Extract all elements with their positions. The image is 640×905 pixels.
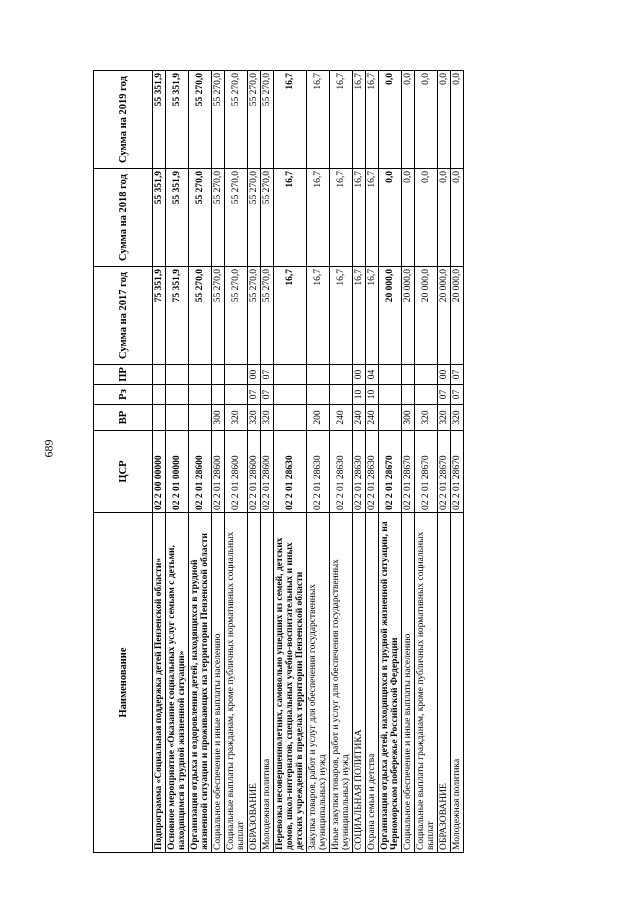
cell-rz [166,385,189,405]
cell-vr: 320 [261,405,274,431]
cell-sum-2018: 0,0 [451,169,464,267]
header-name: Наименование [94,513,153,853]
cell-sum-2019: 55 270,0 [261,71,274,169]
cell-vr [166,405,189,431]
cell-csr: 02 2 01 28630 [353,431,366,513]
cell-vr: 320 [225,405,248,431]
cell-vr [153,405,166,431]
table-row [438,71,451,853]
page-number: 689 [41,439,56,458]
cell-vr: 300 [402,405,415,431]
cell-pr [330,365,353,385]
cell-rz [189,385,212,405]
cell-sum-2018: 0,0 [438,169,451,267]
cell-sum-2017: 20 000,0 [402,267,415,365]
cell-sum-2019: 16,7 [366,71,379,169]
cell-rz: 07 [261,385,274,405]
cell-pr [225,365,248,385]
cell-sum-2017: 16,7 [330,267,353,365]
cell-name: ОБРАЗОВАНИЕ [438,513,451,853]
cell-name: Социальные выплаты гражданам, кроме публичных нормативных социальных выплат [415,513,438,853]
cell-csr: 02 2 01 28630 [274,431,307,513]
cell-csr: 02 2 01 28600 [189,431,212,513]
cell-pr: 00 [248,365,261,385]
cell-sum-2018: 16,7 [366,169,379,267]
table-row [153,71,166,853]
header-sum-2019: Сумма на 2019 год [94,71,153,169]
cell-csr: 02 2 01 00000 [166,431,189,513]
cell-name: Иные закупки товаров, работ и услуг для обеспечения государственных (муниципальных) нужд [330,513,353,853]
cell-csr: 02 2 01 28600 [212,431,225,513]
table-row [166,71,189,853]
cell-sum-2018: 55 270,0 [261,169,274,267]
cell-rz: 07 [248,385,261,405]
cell-sum-2018: 55 270,0 [248,169,261,267]
cell-sum-2017: 16,7 [353,267,366,365]
cell-csr: 02 2 01 28600 [225,431,248,513]
cell-pr [307,365,330,385]
table-row [415,71,438,853]
table-row [353,71,366,853]
cell-sum-2018: 0,0 [379,169,402,267]
cell-sum-2017: 20 000,0 [451,267,464,365]
cell-rz [212,385,225,405]
cell-name: СОЦИАЛЬНАЯ ПОЛИТИКА [353,513,366,853]
table-row [274,71,307,853]
cell-vr: 240 [353,405,366,431]
cell-sum-2017: 55 270,0 [248,267,261,365]
cell-rz [415,385,438,405]
cell-sum-2019: 0,0 [438,71,451,169]
cell-pr [212,365,225,385]
table-row [261,71,274,853]
cell-pr [415,365,438,385]
cell-sum-2019: 16,7 [274,71,307,169]
header-sum-2017: Сумма на 2017 год [94,267,153,365]
cell-vr: 240 [366,405,379,431]
cell-sum-2019: 55 351,9 [153,71,166,169]
table-header-row [94,71,153,853]
table-row [189,71,212,853]
cell-vr [274,405,307,431]
cell-rz: 07 [451,385,464,405]
cell-pr [379,365,402,385]
cell-vr: 320 [248,405,261,431]
cell-csr: 02 2 01 28600 [248,431,261,513]
cell-sum-2019: 55 270,0 [225,71,248,169]
cell-sum-2019: 16,7 [330,71,353,169]
cell-name: Молодежная политика [261,513,274,853]
cell-csr: 02 2 01 28670 [438,431,451,513]
cell-csr: 02 2 01 28630 [366,431,379,513]
table-row [366,71,379,853]
cell-pr: 07 [261,365,274,385]
cell-sum-2018: 0,0 [415,169,438,267]
cell-sum-2018: 16,7 [274,169,307,267]
cell-name: ОБРАЗОВАНИЕ [248,513,261,853]
cell-sum-2017: 55 270,0 [189,267,212,365]
table-row [402,71,415,853]
cell-csr: 02 2 01 28670 [402,431,415,513]
cell-pr [153,365,166,385]
cell-sum-2018: 55 351,9 [166,169,189,267]
header-rz: Рз [94,385,153,405]
cell-rz [225,385,248,405]
cell-vr: 320 [438,405,451,431]
cell-name: Перевозка несовершеннолетних, самовольно ушедших из семей, детских домов, школ-интернатов, специальных учебно-воспитательных и иных детских учреждений в пределах территории Пензенской области [274,513,307,853]
cell-rz [330,385,353,405]
cell-name: Социальное обеспечение и иные выплаты населению [212,513,225,853]
table-row [212,71,225,853]
cell-pr: 00 [353,365,366,385]
cell-sum-2017: 20 000,0 [438,267,451,365]
cell-rz [274,385,307,405]
cell-sum-2017: 16,7 [274,267,307,365]
cell-csr: 02 2 01 28600 [261,431,274,513]
cell-name: Основное мероприятие «Оказание социальных услуг семьям с детьми, находящимся в трудной жизненной ситуации» [166,513,189,853]
cell-sum-2017: 75 351,9 [166,267,189,365]
cell-name: Организация отдыха и оздоровления детей, находящихся в трудной жизненной ситуации и проживающих на территории Пензенской области [189,513,212,853]
cell-pr [166,365,189,385]
cell-sum-2017: 55 270,0 [212,267,225,365]
cell-sum-2018: 55 270,0 [189,169,212,267]
cell-sum-2017: 55 270,0 [225,267,248,365]
cell-csr: 02 2 01 28670 [451,431,464,513]
table-row [379,71,402,853]
cell-sum-2019: 55 351,9 [166,71,189,169]
cell-sum-2018: 55 351,9 [153,169,166,267]
cell-sum-2019: 55 270,0 [212,71,225,169]
cell-pr [189,365,212,385]
cell-name: Подпрограмма «Социальная поддержка детей Пензенской области» [153,513,166,853]
cell-vr: 320 [451,405,464,431]
budget-table [93,70,464,853]
cell-sum-2017: 20 000,0 [379,267,402,365]
cell-pr: 07 [451,365,464,385]
cell-sum-2017: 55 270,0 [261,267,274,365]
table-row [451,71,464,853]
cell-sum-2017: 75 351,9 [153,267,166,365]
table-row [330,71,353,853]
header-pr: ПР [94,365,153,385]
table-row [307,71,330,853]
header-csr: ЦСР [94,431,153,513]
cell-name: Молодежная политика [451,513,464,853]
cell-csr: 02 2 00 00000 [153,431,166,513]
cell-rz [379,385,402,405]
cell-sum-2018: 16,7 [307,169,330,267]
cell-vr: 200 [307,405,330,431]
cell-pr [274,365,307,385]
cell-csr: 02 2 01 28630 [330,431,353,513]
cell-name: Закупка товаров, работ и услуг для обеспечения государственных (муниципальных) нужд [307,513,330,853]
table-row [248,71,261,853]
cell-name: Организация отдыха детей, находящихся в трудной жизненной ситуации, на Черноморском побережье Российской Федерации [379,513,402,853]
cell-csr: 02 2 01 28630 [307,431,330,513]
cell-sum-2019: 55 270,0 [189,71,212,169]
header-sum-2018: Сумма на 2018 год [94,169,153,267]
cell-sum-2018: 16,7 [353,169,366,267]
cell-vr: 300 [212,405,225,431]
cell-sum-2018: 0,0 [402,169,415,267]
cell-sum-2017: 20 000,0 [415,267,438,365]
cell-csr: 02 2 01 28670 [415,431,438,513]
cell-sum-2019: 0,0 [402,71,415,169]
cell-sum-2019: 0,0 [415,71,438,169]
cell-sum-2018: 55 270,0 [212,169,225,267]
cell-csr: 02 2 01 28670 [379,431,402,513]
header-vr: ВР [94,405,153,431]
table-body [153,71,464,853]
cell-rz: 10 [366,385,379,405]
cell-sum-2019: 16,7 [307,71,330,169]
cell-sum-2017: 16,7 [366,267,379,365]
cell-name: Социальное обеспечение и иные выплаты населению [402,513,415,853]
cell-rz [153,385,166,405]
cell-sum-2019: 16,7 [353,71,366,169]
cell-vr: 320 [415,405,438,431]
cell-rz [307,385,330,405]
cell-rz: 10 [353,385,366,405]
cell-pr: 04 [366,365,379,385]
rotated-page [93,71,608,853]
cell-name: Охрана семьи и детства [366,513,379,853]
cell-pr: 00 [438,365,451,385]
cell-sum-2018: 16,7 [330,169,353,267]
cell-name: Социальные выплаты гражданам, кроме публичных нормативных социальных выплат [225,513,248,853]
cell-vr: 240 [330,405,353,431]
cell-sum-2019: 0,0 [451,71,464,169]
cell-vr [189,405,212,431]
cell-pr [402,365,415,385]
cell-rz [402,385,415,405]
cell-sum-2019: 55 270,0 [248,71,261,169]
cell-sum-2019: 0,0 [379,71,402,169]
cell-sum-2017: 16,7 [307,267,330,365]
cell-rz: 07 [438,385,451,405]
cell-vr [379,405,402,431]
cell-sum-2018: 55 270,0 [225,169,248,267]
table-row [225,71,248,853]
